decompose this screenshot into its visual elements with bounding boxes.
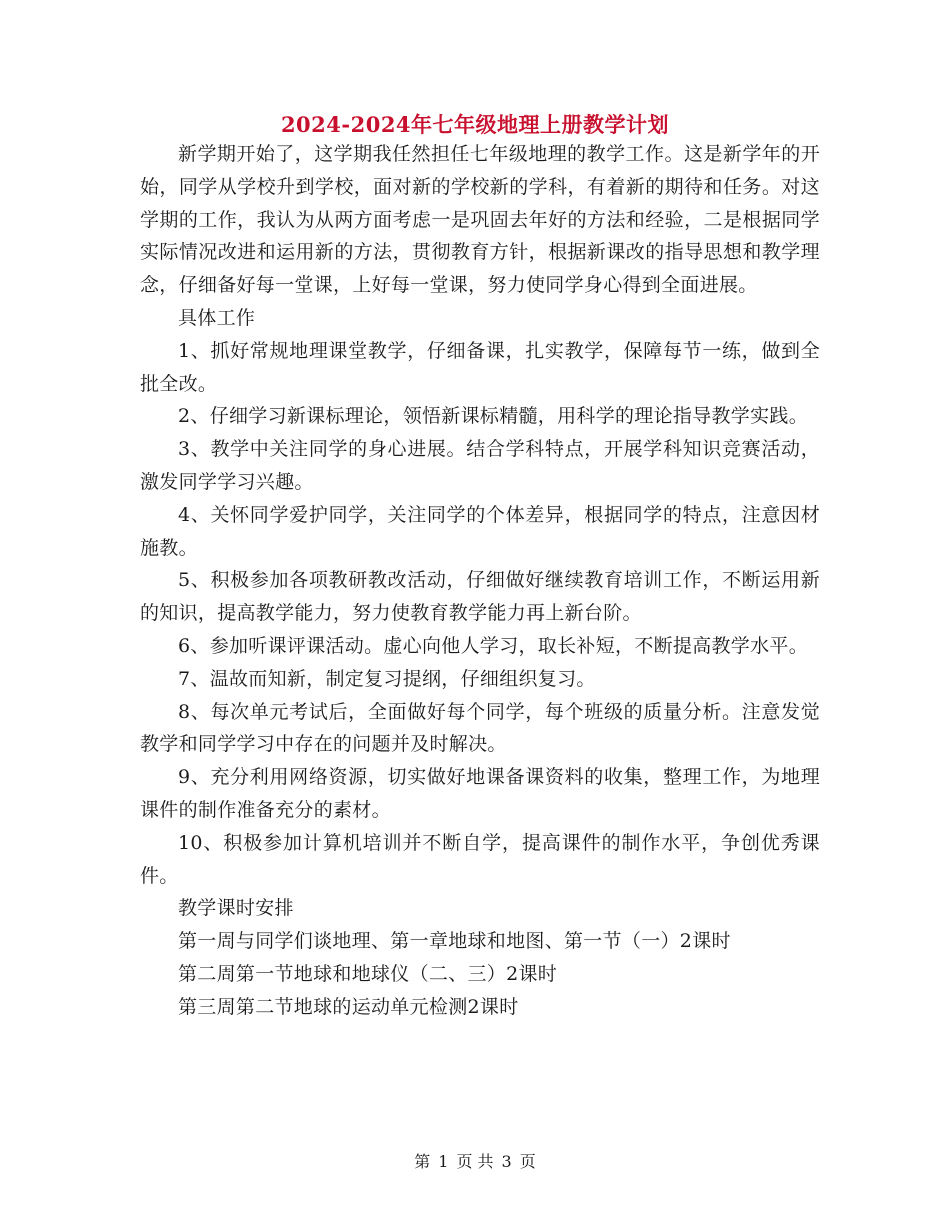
schedule-week-2: 第二周第一节地球和地球仪（二、三）2课时 bbox=[178, 962, 558, 985]
work-item-8: 8、每次单元考试后，全面做好每个同学，每个班级的质量分析。注意发觉教学和同学学习中存在的问题并及时解决。 bbox=[140, 700, 820, 756]
intro-paragraph: 新学期开始了，这学期我任然担任七年级地理的教学工作。这是新学年的开始，同学从学校升到学校，面对新的学校新的学科，有着新的期待和任务。对这学期的工作，我认为从两方面考虑一是巩固去年好的方法和经验，二是根据同学实际情况改进和运用新的方法，贯彻教育方针，根据新课改的指导思想和教学理念，仔细备好每一堂课，上好每一堂课，努力使同学身心得到全面进展。 bbox=[140, 143, 820, 297]
work-item-10: 10、积极参加计算机培训并不断自学，提高课件的制作水平，争创优秀课件。 bbox=[140, 831, 820, 887]
work-item-7: 7、温故而知新，制定复习提纲，仔细组织复习。 bbox=[178, 667, 596, 690]
work-item-1: 1、抓好常规地理课堂教学，仔细备课，扎实教学，保障每节一练，做到全批全改。 bbox=[140, 339, 820, 395]
footer-prefix: 第 bbox=[414, 1152, 431, 1171]
work-item-9: 9、充分利用网络资源，切实做好地课备课资料的收集，整理工作，为地理课件的制作准备充分的素材。 bbox=[140, 766, 820, 821]
document-body bbox=[140, 138, 820, 1024]
footer-suffix: 页 bbox=[519, 1152, 536, 1171]
section-heading-work: 具体工作 bbox=[178, 306, 256, 329]
section-heading-schedule: 教学课时安排 bbox=[178, 897, 294, 920]
schedule-week-1: 第一周与同学们谈地理、第一章地球和地图、第一节（一）2课时 bbox=[178, 930, 731, 953]
work-item-5: 5、积极参加各项教研教改活动，仔细做好继续教育培训工作，不断运用新的知识，提高教学能力，努力使教育教学能力再上新台阶。 bbox=[140, 569, 820, 625]
work-item-4: 4、关怀同学爱护同学，关注同学的个体差异，根据同学的特点，注意因材施教。 bbox=[140, 503, 820, 559]
work-item-3: 3、教学中关注同学的身心进展。结合学科特点，开展学科知识竞赛活动，激发同学学习兴趣。 bbox=[140, 438, 820, 493]
work-item-2: 2、仔细学习新课标理论，领悟新课标精髓，用科学的理论指导教学实践。 bbox=[178, 405, 808, 428]
footer-mid: 页 共 bbox=[456, 1152, 494, 1171]
page-footer bbox=[0, 1152, 950, 1172]
footer-current-page: 1 bbox=[438, 1152, 449, 1171]
document-title: 2024-2024年七年级地理上册教学计划 bbox=[280, 112, 670, 137]
work-item-6: 6、参加听课评课活动。虚心向他人学习，取长补短，不断提高教学水平。 bbox=[178, 634, 808, 657]
footer-total-pages: 3 bbox=[501, 1152, 512, 1171]
schedule-week-3: 第三周第二节地球的运动单元检测2课时 bbox=[178, 995, 519, 1018]
